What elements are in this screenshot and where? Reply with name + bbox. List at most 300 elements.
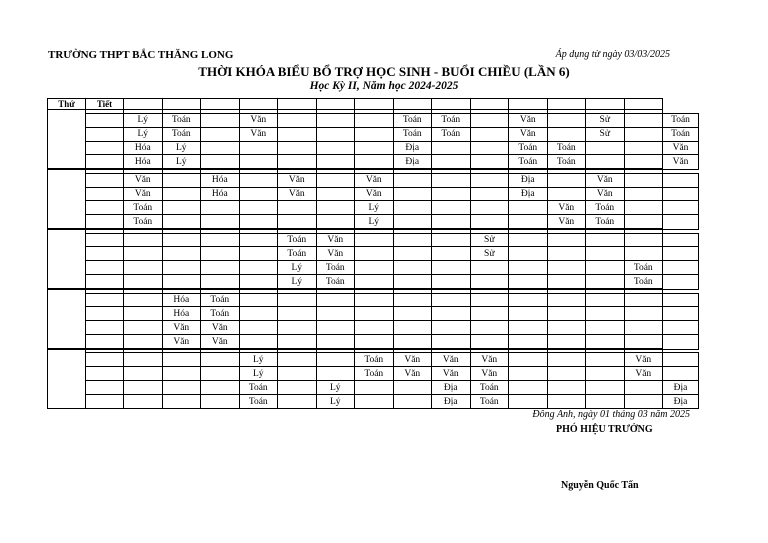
period-cell: [86, 155, 124, 170]
subject-cell: Lý: [316, 381, 355, 395]
subject-cell: [624, 293, 663, 307]
subject-cell: [624, 307, 663, 321]
subject-cell: Sử: [470, 233, 509, 247]
subject-cell: [586, 381, 625, 395]
subject-cell: [663, 293, 699, 307]
subject-cell: Toán: [547, 155, 586, 170]
subject-cell: Toán: [316, 261, 355, 275]
subject-cell: [663, 335, 699, 350]
subject-cell: Toán: [239, 395, 278, 409]
subject-cell: [201, 275, 240, 290]
subject-cell: Lý: [278, 275, 317, 290]
subject-cell: Hóa: [124, 155, 163, 170]
period-cell: [86, 215, 124, 230]
subject-cell: [547, 353, 586, 367]
subject-cell: Văn: [509, 127, 548, 141]
subject-cell: [432, 201, 471, 215]
subject-cell: [239, 233, 278, 247]
subject-cell: [124, 275, 163, 290]
table-row: [48, 187, 699, 201]
subject-cell: [278, 141, 317, 155]
subject-cell: Toán: [278, 233, 317, 247]
subject-cell: [470, 127, 509, 141]
subject-cell: [663, 307, 699, 321]
subject-cell: [355, 395, 394, 409]
subject-cell: Văn: [162, 335, 201, 350]
subject-cell: [586, 335, 625, 350]
column-header: [124, 99, 163, 110]
subject-cell: [162, 201, 201, 215]
subject-cell: Lý: [355, 215, 394, 230]
place-date: Đông Anh, ngày 01 tháng 03 năm 2025: [532, 409, 690, 420]
day-cell: [48, 169, 86, 229]
subject-cell: [547, 261, 586, 275]
subject-cell: [586, 321, 625, 335]
subject-cell: Lý: [239, 367, 278, 381]
subject-cell: [239, 307, 278, 321]
subject-cell: Hóa: [162, 293, 201, 307]
subject-cell: [509, 247, 548, 261]
subject-cell: [393, 321, 432, 335]
subject-cell: Văn: [162, 321, 201, 335]
subject-cell: [470, 293, 509, 307]
subject-cell: [278, 367, 317, 381]
document-title: THỜI KHÓA BIỂU BỔ TRỢ HỌC SINH - BUỔI CHIỀU (LẦN 6): [198, 64, 570, 79]
subject-cell: [316, 293, 355, 307]
table-row: [48, 353, 699, 367]
subject-cell: [470, 275, 509, 290]
subject-cell: [470, 201, 509, 215]
subject-cell: Văn: [624, 353, 663, 367]
period-cell: [86, 275, 124, 290]
subject-cell: [586, 275, 625, 290]
subject-cell: [393, 173, 432, 187]
subject-cell: Văn: [470, 367, 509, 381]
subject-cell: [278, 155, 317, 170]
subject-cell: [393, 293, 432, 307]
subject-cell: [432, 155, 471, 170]
subject-cell: [393, 381, 432, 395]
subject-cell: [547, 395, 586, 409]
subject-cell: [393, 233, 432, 247]
subject-cell: [239, 187, 278, 201]
subject-cell: [278, 293, 317, 307]
table-row: [48, 173, 699, 187]
subject-cell: [663, 247, 699, 261]
subject-cell: [162, 173, 201, 187]
column-header: [509, 99, 548, 110]
subject-cell: [124, 321, 163, 335]
day-cell: [48, 289, 86, 349]
subject-cell: [393, 215, 432, 230]
period-cell: [86, 113, 124, 127]
subject-cell: [509, 367, 548, 381]
subject-cell: [509, 215, 548, 230]
subject-cell: Hóa: [201, 187, 240, 201]
subject-cell: Địa: [432, 395, 471, 409]
subject-cell: Văn: [393, 367, 432, 381]
period-cell: [86, 307, 124, 321]
subject-cell: Văn: [470, 353, 509, 367]
subject-cell: [201, 395, 240, 409]
table-row: [48, 201, 699, 215]
subject-cell: [509, 275, 548, 290]
column-header: [547, 99, 586, 110]
subject-cell: Lý: [316, 395, 355, 409]
subject-cell: [278, 113, 317, 127]
subject-cell: Lý: [162, 141, 201, 155]
subject-cell: [316, 141, 355, 155]
subject-cell: Văn: [239, 127, 278, 141]
subject-cell: Văn: [586, 173, 625, 187]
subject-cell: [393, 307, 432, 321]
column-header: [432, 99, 471, 110]
subject-cell: Toán: [162, 127, 201, 141]
subject-cell: [316, 321, 355, 335]
subject-cell: [316, 155, 355, 170]
subject-cell: [470, 261, 509, 275]
subject-cell: Văn: [316, 233, 355, 247]
subject-cell: [162, 395, 201, 409]
subject-cell: [278, 215, 317, 230]
subject-cell: Văn: [624, 367, 663, 381]
subject-cell: Toán: [393, 127, 432, 141]
period-cell: [86, 335, 124, 350]
period-cell: [86, 293, 124, 307]
subject-cell: [162, 233, 201, 247]
day-cell: [48, 349, 86, 408]
subject-cell: [624, 233, 663, 247]
subject-cell: [586, 233, 625, 247]
subject-cell: [624, 127, 663, 141]
subject-cell: [509, 307, 548, 321]
subject-cell: Toán: [201, 307, 240, 321]
subject-cell: [432, 247, 471, 261]
subject-cell: [316, 353, 355, 367]
subject-cell: Toán: [393, 113, 432, 127]
subject-cell: [278, 127, 317, 141]
subject-cell: [663, 321, 699, 335]
subject-cell: [509, 261, 548, 275]
subject-cell: [239, 215, 278, 230]
table-row: [48, 321, 699, 335]
subject-cell: Văn: [355, 173, 394, 187]
subject-cell: [393, 395, 432, 409]
subject-cell: [239, 275, 278, 290]
subject-cell: [663, 201, 699, 215]
subject-cell: [355, 155, 394, 170]
subject-cell: [547, 247, 586, 261]
subject-cell: Toán: [355, 353, 394, 367]
subject-cell: Toán: [124, 201, 163, 215]
subject-cell: Toán: [316, 275, 355, 290]
subject-cell: [239, 155, 278, 170]
subject-cell: [547, 321, 586, 335]
subject-cell: Hóa: [124, 141, 163, 155]
subject-cell: Địa: [663, 381, 699, 395]
subject-cell: [509, 381, 548, 395]
subject-cell: Văn: [586, 187, 625, 201]
subject-cell: [547, 367, 586, 381]
period-cell: [86, 395, 124, 409]
subject-cell: Lý: [162, 155, 201, 170]
table-row: [48, 307, 699, 321]
subject-cell: [355, 335, 394, 350]
period-cell: [86, 367, 124, 381]
subject-cell: Toán: [124, 215, 163, 230]
subject-cell: Văn: [432, 367, 471, 381]
subject-cell: Toán: [239, 381, 278, 395]
subject-cell: [239, 141, 278, 155]
subject-cell: [393, 201, 432, 215]
subject-cell: [509, 395, 548, 409]
subject-cell: [239, 261, 278, 275]
subject-cell: [547, 307, 586, 321]
day-cell: [48, 110, 86, 170]
subject-cell: [201, 381, 240, 395]
table-row: [48, 215, 699, 230]
subject-cell: [239, 321, 278, 335]
subject-cell: [355, 275, 394, 290]
subject-cell: [547, 335, 586, 350]
subject-cell: Sử: [586, 113, 625, 127]
subject-cell: [201, 233, 240, 247]
subject-cell: [624, 321, 663, 335]
subject-cell: [316, 187, 355, 201]
column-header: [278, 99, 317, 110]
subject-cell: [355, 113, 394, 127]
signer-role: PHÓ HIỆU TRƯỞNG: [556, 424, 653, 435]
subject-cell: [316, 367, 355, 381]
subject-cell: Địa: [509, 173, 548, 187]
subject-cell: [239, 173, 278, 187]
subject-cell: Sử: [586, 127, 625, 141]
column-header: [586, 99, 625, 110]
subject-cell: [547, 275, 586, 290]
table-header-row: [48, 99, 699, 110]
subject-cell: [586, 141, 625, 155]
subject-cell: [201, 353, 240, 367]
subject-cell: Văn: [509, 113, 548, 127]
subject-cell: [201, 261, 240, 275]
day-cell: [48, 229, 86, 289]
subject-cell: [162, 275, 201, 290]
subject-cell: [162, 381, 201, 395]
subject-cell: [355, 247, 394, 261]
period-cell: [86, 187, 124, 201]
subject-cell: Văn: [432, 353, 471, 367]
subject-cell: Hóa: [201, 173, 240, 187]
subject-cell: [201, 201, 240, 215]
subject-cell: [316, 173, 355, 187]
school-name: TRƯỜNG THPT BẮC THĂNG LONG: [48, 49, 234, 61]
subject-cell: [432, 141, 471, 155]
subject-cell: [355, 381, 394, 395]
subject-cell: [470, 307, 509, 321]
subject-cell: [124, 395, 163, 409]
subject-cell: Lý: [124, 127, 163, 141]
subject-cell: Toán: [509, 141, 548, 155]
subject-cell: [470, 321, 509, 335]
subject-cell: [624, 215, 663, 230]
subject-cell: Địa: [663, 395, 699, 409]
apply-date: Áp dụng từ ngày 03/03/2025: [555, 49, 670, 60]
subject-cell: [586, 395, 625, 409]
subject-cell: Hóa: [162, 307, 201, 321]
subject-cell: Văn: [393, 353, 432, 367]
table-row: [48, 127, 699, 141]
subject-cell: [278, 201, 317, 215]
subject-cell: [393, 247, 432, 261]
subject-cell: [278, 307, 317, 321]
subject-cell: [162, 353, 201, 367]
subject-cell: Địa: [393, 155, 432, 170]
subject-cell: [316, 307, 355, 321]
subject-cell: [278, 321, 317, 335]
subject-cell: [432, 293, 471, 307]
subject-cell: [316, 201, 355, 215]
subject-cell: Địa: [509, 187, 548, 201]
period-cell: [86, 381, 124, 395]
subject-cell: Văn: [201, 321, 240, 335]
subject-cell: [624, 141, 663, 155]
subject-cell: [624, 155, 663, 170]
period-cell: [86, 233, 124, 247]
table-row: [48, 293, 699, 307]
subject-cell: [432, 307, 471, 321]
subject-cell: [124, 353, 163, 367]
subject-cell: [201, 215, 240, 230]
subject-cell: [393, 275, 432, 290]
subject-cell: [432, 215, 471, 230]
subject-cell: [355, 321, 394, 335]
period-cell: [86, 247, 124, 261]
subject-cell: [124, 247, 163, 261]
subject-cell: [586, 367, 625, 381]
subject-cell: [162, 247, 201, 261]
period-cell: [86, 321, 124, 335]
subject-cell: [355, 307, 394, 321]
subject-cell: [278, 395, 317, 409]
subject-cell: Văn: [278, 173, 317, 187]
subject-cell: [470, 113, 509, 127]
subject-cell: [624, 187, 663, 201]
subject-cell: [509, 201, 548, 215]
timetable: [47, 98, 699, 409]
table-row: [48, 155, 699, 170]
subject-cell: [201, 367, 240, 381]
period-cell: [86, 173, 124, 187]
column-header: [355, 99, 394, 110]
subject-cell: [239, 335, 278, 350]
subject-cell: [393, 261, 432, 275]
subject-cell: [393, 335, 432, 350]
subject-cell: [432, 187, 471, 201]
subject-cell: Toán: [432, 127, 471, 141]
subject-cell: [316, 215, 355, 230]
subject-cell: Toán: [624, 261, 663, 275]
subject-cell: [509, 321, 548, 335]
subject-cell: [201, 141, 240, 155]
table-row: [48, 275, 699, 290]
subject-cell: [239, 201, 278, 215]
subject-cell: Toán: [624, 275, 663, 290]
subject-cell: [162, 261, 201, 275]
column-header: [201, 99, 240, 110]
subject-cell: [509, 233, 548, 247]
subject-cell: [624, 395, 663, 409]
table-row: [48, 367, 699, 381]
subject-cell: Văn: [663, 141, 699, 155]
term-label: Học Kỳ II, Năm học 2024-2025: [309, 80, 459, 92]
subject-cell: Văn: [201, 335, 240, 350]
column-header: [316, 99, 355, 110]
subject-cell: [624, 381, 663, 395]
subject-cell: [547, 173, 586, 187]
table-row: [48, 261, 699, 275]
column-header: Thứ: [48, 99, 86, 110]
subject-cell: Toán: [470, 381, 509, 395]
subject-cell: [470, 215, 509, 230]
subject-cell: Văn: [124, 187, 163, 201]
signer-name: Nguyễn Quốc Tấn: [561, 480, 639, 491]
period-cell: [86, 127, 124, 141]
subject-cell: [201, 113, 240, 127]
subject-cell: [663, 261, 699, 275]
subject-cell: Văn: [663, 155, 699, 170]
subject-cell: [624, 173, 663, 187]
subject-cell: [124, 307, 163, 321]
subject-cell: Toán: [547, 141, 586, 155]
subject-cell: Văn: [316, 247, 355, 261]
subject-cell: [470, 187, 509, 201]
subject-cell: Toán: [201, 293, 240, 307]
period-cell: [86, 201, 124, 215]
subject-cell: Lý: [355, 201, 394, 215]
subject-cell: [239, 247, 278, 261]
subject-cell: [316, 113, 355, 127]
subject-cell: [470, 141, 509, 155]
subject-cell: Toán: [586, 201, 625, 215]
table-row: [48, 233, 699, 247]
subject-cell: [663, 367, 699, 381]
subject-cell: [124, 367, 163, 381]
subject-cell: Toán: [470, 395, 509, 409]
subject-cell: [278, 353, 317, 367]
column-header: [239, 99, 278, 110]
subject-cell: Địa: [393, 141, 432, 155]
subject-cell: [547, 293, 586, 307]
table-row: [48, 141, 699, 155]
subject-cell: [509, 335, 548, 350]
subject-cell: [432, 321, 471, 335]
subject-cell: Văn: [547, 201, 586, 215]
subject-cell: [124, 233, 163, 247]
subject-cell: Văn: [355, 187, 394, 201]
subject-cell: [547, 127, 586, 141]
subject-cell: [624, 113, 663, 127]
column-header: [162, 99, 201, 110]
subject-cell: [509, 293, 548, 307]
subject-cell: [509, 353, 548, 367]
subject-cell: [586, 247, 625, 261]
subject-cell: [278, 335, 317, 350]
subject-cell: [393, 187, 432, 201]
subject-cell: [470, 155, 509, 170]
subject-cell: [547, 381, 586, 395]
period-cell: [86, 141, 124, 155]
subject-cell: [470, 173, 509, 187]
